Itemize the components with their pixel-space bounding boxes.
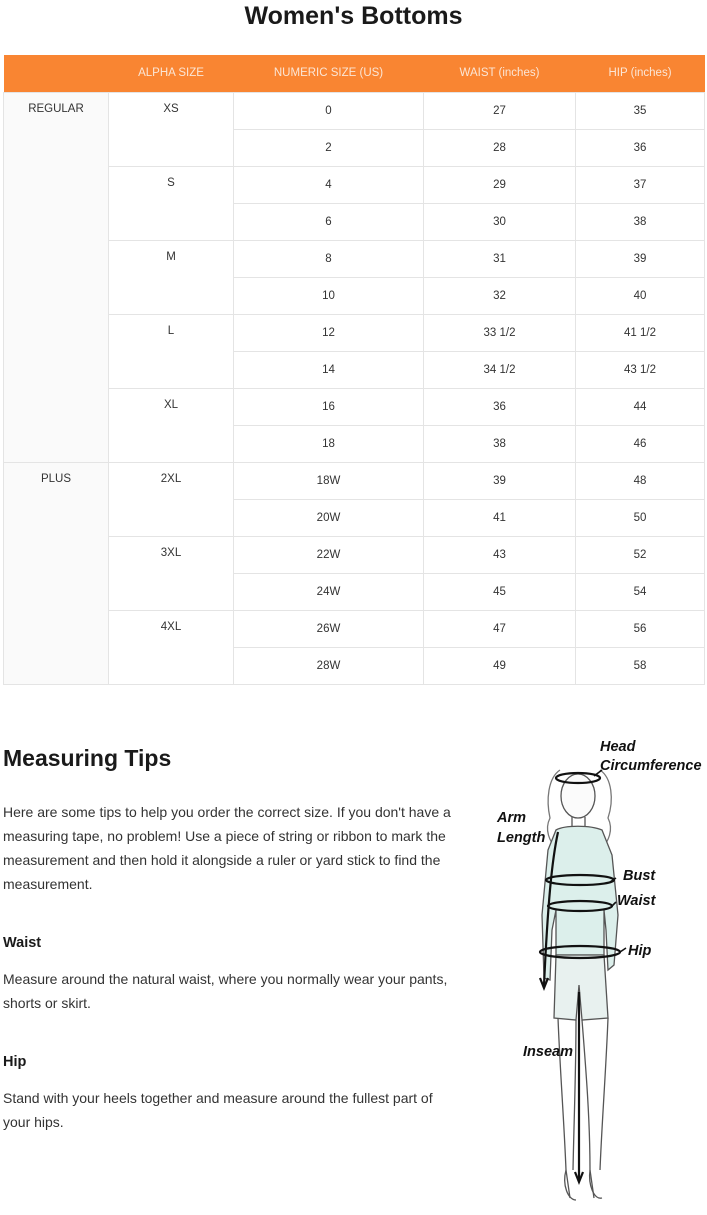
size-chart-table xyxy=(3,55,705,685)
table-body xyxy=(4,92,705,684)
numeric-cell: 24W xyxy=(234,573,424,610)
waist-cell: 30 xyxy=(424,203,576,240)
hip-cell: 35 xyxy=(576,92,705,129)
waist-cell: 38 xyxy=(424,425,576,462)
page-title: Women's Bottoms xyxy=(244,2,463,30)
hip-cell: 40 xyxy=(576,277,705,314)
label-hip: Hip xyxy=(628,943,652,959)
waist-cell: 33 1/2 xyxy=(424,314,576,351)
numeric-cell: 28W xyxy=(234,647,424,684)
label-arm: Arm xyxy=(497,810,527,826)
group-cell: PLUS xyxy=(4,462,109,684)
label-arm-length: Length xyxy=(497,830,546,846)
waist-cell: 43 xyxy=(424,536,576,573)
table-row xyxy=(4,388,705,425)
table-row xyxy=(4,92,705,129)
alpha-size-cell: XS xyxy=(109,92,234,166)
waist-cell: 45 xyxy=(424,573,576,610)
waist-cell: 32 xyxy=(424,277,576,314)
table-header-row xyxy=(4,55,705,92)
hip-cell: 44 xyxy=(576,388,705,425)
shorts-shape xyxy=(554,955,608,1020)
table-row xyxy=(4,166,705,203)
hip-cell: 38 xyxy=(576,203,705,240)
numeric-cell: 4 xyxy=(234,166,424,203)
waist-cell: 47 xyxy=(424,610,576,647)
hip-cell: 48 xyxy=(576,462,705,499)
alpha-size-cell: XL xyxy=(109,388,234,462)
alpha-size-cell: 3XL xyxy=(109,536,234,610)
hip-cell: 39 xyxy=(576,240,705,277)
numeric-cell: 10 xyxy=(234,277,424,314)
numeric-cell: 22W xyxy=(234,536,424,573)
waist-heading: Waist xyxy=(3,935,42,951)
waist-cell: 39 xyxy=(424,462,576,499)
hip-heading: Hip xyxy=(3,1054,27,1070)
hip-cell: 36 xyxy=(576,129,705,166)
hip-cell: 56 xyxy=(576,610,705,647)
label-bust: Bust xyxy=(623,868,656,884)
numeric-cell: 26W xyxy=(234,610,424,647)
numeric-cell: 2 xyxy=(234,129,424,166)
header-group xyxy=(4,55,109,92)
table-row xyxy=(4,536,705,573)
header-hip: HIP (inches) xyxy=(576,55,705,92)
tips-title: Measuring Tips xyxy=(3,745,172,771)
waist-cell: 27 xyxy=(424,92,576,129)
label-head: Head xyxy=(600,739,636,755)
hip-cell: 41 1/2 xyxy=(576,314,705,351)
hip-cell: 46 xyxy=(576,425,705,462)
waist-body: Measure around the natural waist, where you normally wear your pants, shorts or skirt. xyxy=(3,971,448,1011)
alpha-size-cell: 4XL xyxy=(109,610,234,684)
hip-cell: 52 xyxy=(576,536,705,573)
group-cell: REGULAR xyxy=(4,92,109,462)
label-inseam: Inseam xyxy=(523,1044,573,1060)
waist-cell: 29 xyxy=(424,166,576,203)
alpha-size-cell: S xyxy=(109,166,234,240)
measurement-figure xyxy=(490,730,705,1210)
hip-cell: 50 xyxy=(576,499,705,536)
alpha-size-cell: 2XL xyxy=(109,462,234,536)
numeric-cell: 16 xyxy=(234,388,424,425)
header-alpha-size: ALPHA SIZE xyxy=(109,55,234,92)
numeric-cell: 20W xyxy=(234,499,424,536)
hip-body: Stand with your heels together and measure around the fullest part of your hips. xyxy=(3,1090,433,1130)
figure-illustration xyxy=(490,730,705,1210)
numeric-cell: 12 xyxy=(234,314,424,351)
numeric-cell: 8 xyxy=(234,240,424,277)
waist-cell: 36 xyxy=(424,388,576,425)
hip-cell: 37 xyxy=(576,166,705,203)
waist-cell: 49 xyxy=(424,647,576,684)
header-numeric-size: NUMERIC SIZE (US) xyxy=(234,55,424,92)
numeric-cell: 6 xyxy=(234,203,424,240)
label-waist: Waist xyxy=(617,893,656,909)
waist-cell: 31 xyxy=(424,240,576,277)
waist-cell: 34 1/2 xyxy=(424,351,576,388)
alpha-size-cell: M xyxy=(109,240,234,314)
table-row xyxy=(4,240,705,277)
table-row xyxy=(4,314,705,351)
label-head-circumference: Circumference xyxy=(600,758,702,774)
waist-cell: 41 xyxy=(424,499,576,536)
numeric-cell: 18 xyxy=(234,425,424,462)
numeric-cell: 0 xyxy=(234,92,424,129)
numeric-cell: 14 xyxy=(234,351,424,388)
table-row xyxy=(4,610,705,647)
numeric-cell: 18W xyxy=(234,462,424,499)
hip-cell: 54 xyxy=(576,573,705,610)
tips-intro: Here are some tips to help you order the correct size. If you don't have a measuring tape, no problem! Use a piece of string or ribbon to mark the measurement and then hold it alongside a ruler or yard stick to find the measurement. xyxy=(3,804,451,892)
table-row xyxy=(4,462,705,499)
waist-cell: 28 xyxy=(424,129,576,166)
hip-cell: 58 xyxy=(576,647,705,684)
header-waist: WAIST (inches) xyxy=(424,55,576,92)
hip-cell: 43 1/2 xyxy=(576,351,705,388)
alpha-size-cell: L xyxy=(109,314,234,388)
head-shape xyxy=(561,774,595,818)
